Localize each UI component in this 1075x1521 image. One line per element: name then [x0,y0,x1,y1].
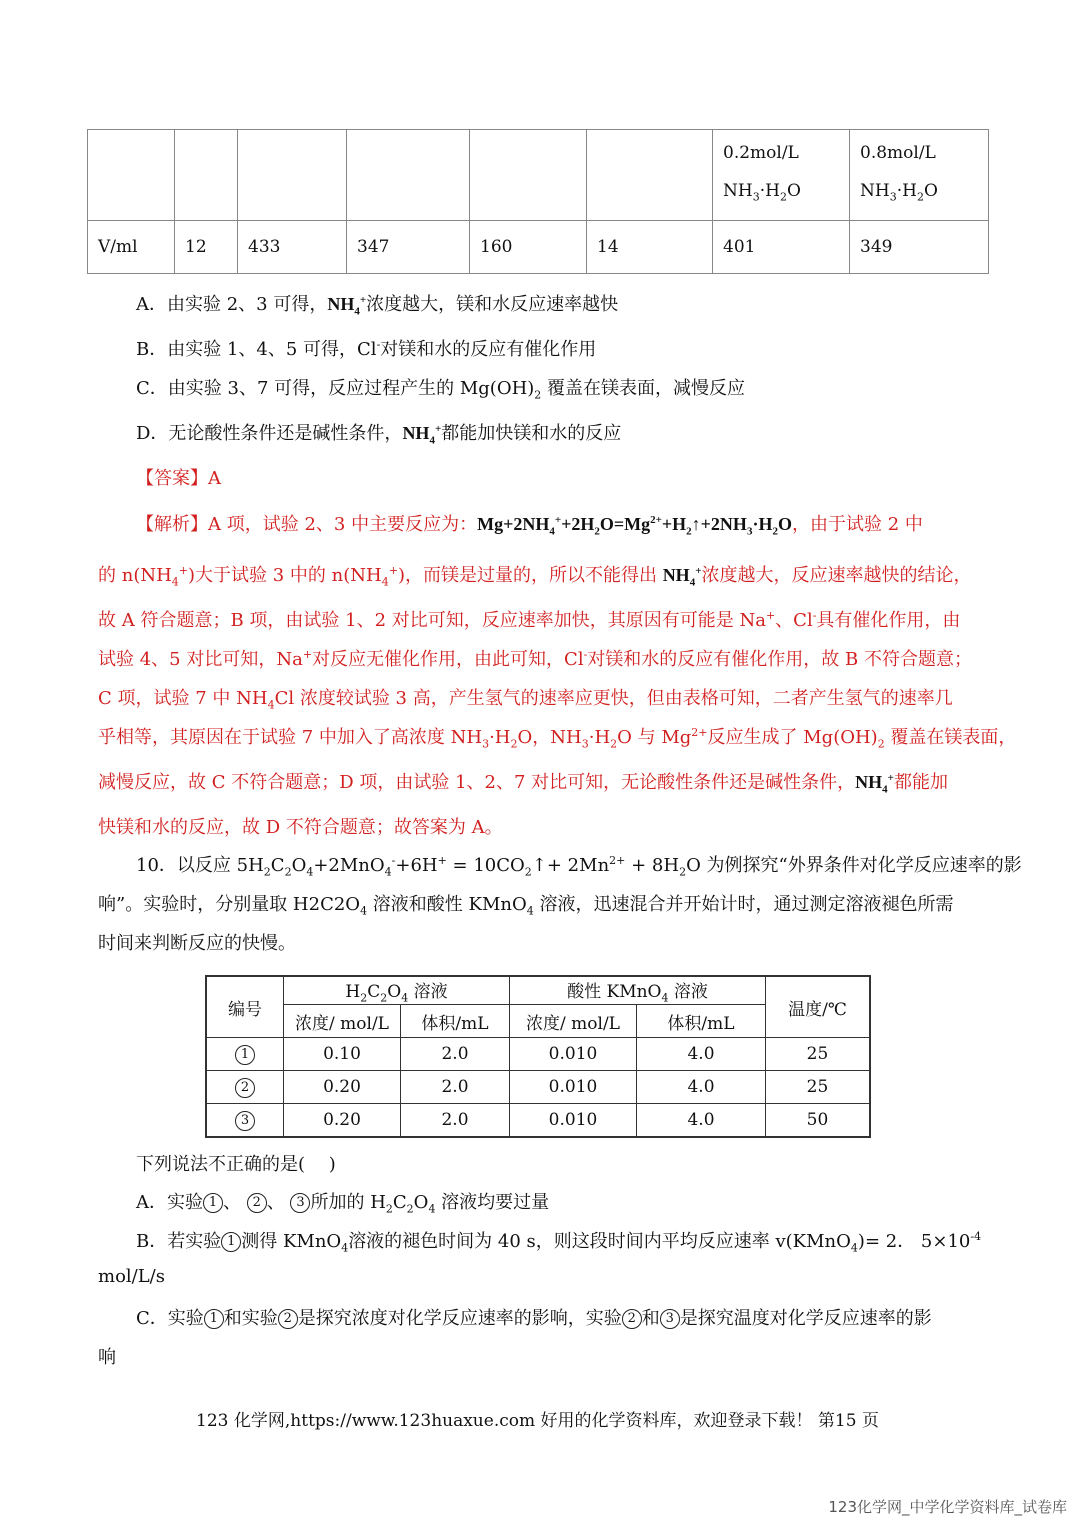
table-row [206,976,870,1005]
q10-option-c: C．实验 1 和实验 2 是探究浓度对化学反应速率的影响，实验 2 和 3 是探究温度对化学反应速率的影 [136,1308,932,1329]
option-b: B．由实验 1、4、5 可得，Cl-对镁和水的反应有催化作用 [136,338,597,360]
table-row [88,130,989,221]
option-d: D．无论酸性条件还是碱性条件，$NH_4^+$都能加快镁和水的反应 [136,423,622,447]
group-kmno4: 酸性 KMnO$_4$ 溶液 [510,976,766,1005]
analysis-line: 【解析】A 项，试验 2、3 中主要反应为：$Mg+2NH_4^++2H_2O=Mg^{2+}+H_2↑+2NH_3\cdot H_2O$，由于试验 2 中 [136,514,923,538]
analysis-line: 快镁和水的反应，故 D 不符合题意；故答案为 A。 [98,817,503,838]
analysis-line: 故 A 符合题意；B 项，由试验 1、2 对比可知，反应速率加快，其原因有可能是 Na+、Cl-具有催化作用，由 [98,609,961,631]
table-row: 浓度/ mol/L 体积/mL 浓度/ mol/L 体积/mL [206,1005,870,1038]
table-row: 1 0.10 2.0 0.010 4.0 25 [206,1038,870,1071]
experiment-table-2 [205,975,871,1138]
header-nh3-08: 0.8mol/L $NH_3\cdot H_2O$ [850,130,989,221]
cell-value: 433 [238,221,347,274]
q10-stem: 时间来判断反应的快慢。 [98,933,296,954]
analysis-line: C 项，试验 7 中 $NH_4Cl$ 浓度较试验 3 高，产生氢气的速率应更快，但由表格可知，二者产生氢气的速率几 [98,688,953,712]
cell-value: 14 [587,221,713,274]
q10-option-b: B．若实验 1 测得 KMnO$_4$溶液的褪色时间为 40 s，则这段时间内平均反应速率 v(KMnO$_4$)= 2． $5\times 10^{-4}$ [136,1230,982,1255]
q10-option-c-cont: 响 [98,1347,116,1368]
col-no: 编号 [206,976,284,1038]
group-h2c2o4: $H_2C_2O_4$ 溶液 [284,976,510,1005]
cell-value: 12 [175,221,238,274]
cell-value: 349 [850,221,989,274]
option-a: A．由实验 2、3 可得，$NH_4^+$浓度越大，镁和水反应速率越快 [136,294,619,318]
watermark: 123化学网_中学化学资料库_试卷库 [828,1498,1067,1516]
option-c: C．由实验 3、7 可得，反应过程产生的 $Mg(OH)_2$ 覆盖在镁表面，减慢反应 [136,378,746,402]
analysis-line: 试验 4、5 对比可知，Na+对反应无催化作用，由此可知，Cl-对镁和水的反应有催化作用，故 B 不符合题意； [98,648,972,670]
analysis-line: 减慢反应，故 C 不符合题意；D 项，由试验 1、2、7 对比可知，无论酸性条件还是碱性条件，$NH_4^+$都能加 [98,772,948,796]
cell-value: 401 [713,221,850,274]
analysis-line: 乎相等，其原因在于试验 7 中加入了高浓度 $NH_3\cdot H_2O$，$NH_3\cdot H_2O$ 与 $Mg^{2+}$反应生成了 $Mg(OH)_2$ 覆盖在镁表面， [98,726,1017,751]
table-row: 2 0.20 2.0 0.010 4.0 25 [206,1071,870,1104]
header-nh3-02: 0.2mol/L $NH_3\cdot H_2O$ [713,130,850,221]
experiment-table-1 [87,129,989,274]
analysis-line: 的 $n(NH_4^+)$大于试验 3 中的 $n(NH_4^+)$，而镁是过量的，所以不能得出 $NH_4^+$浓度越大，反应速率越快的结论， [98,564,972,589]
cell-value: 347 [347,221,470,274]
q10-stem: 响”。实验时，分别量取 $H2C2O_4$ 溶液和酸性 KMnO$_4$ 溶液，迅速混合并开始计时，通过测定溶液褪色所需 [98,894,954,918]
row-label: V/ml [88,221,175,274]
col-temp: 温度/℃ [766,976,871,1038]
page-footer: 123 化学网,https://www.123huaxue.com 好用的化学资料库，欢迎登录下载！ 第15 页 [196,1411,879,1431]
table-row: 3 0.20 2.0 0.010 4.0 50 [206,1104,870,1138]
cell-value: 160 [470,221,587,274]
q10-question: 下列说法不正确的是( ) [136,1154,336,1175]
q10-option-a: A．实验 1 、 2 、 3 所加的 $H_2C_2O_4$ 溶液均要过量 [136,1192,550,1216]
answer: 【答案】A [136,468,221,489]
table-row [88,221,989,274]
q10-option-b-cont: mol/L/s [98,1266,165,1287]
q10-stem: 10．以反应 $5H_2C_2O_4+2MnO_4^-+6H^+$ = $10CO_2↑+ 2Mn^{2+} + 8H_2O$ 为例探究“外界条件对化学反应速率的影 [136,854,1022,879]
